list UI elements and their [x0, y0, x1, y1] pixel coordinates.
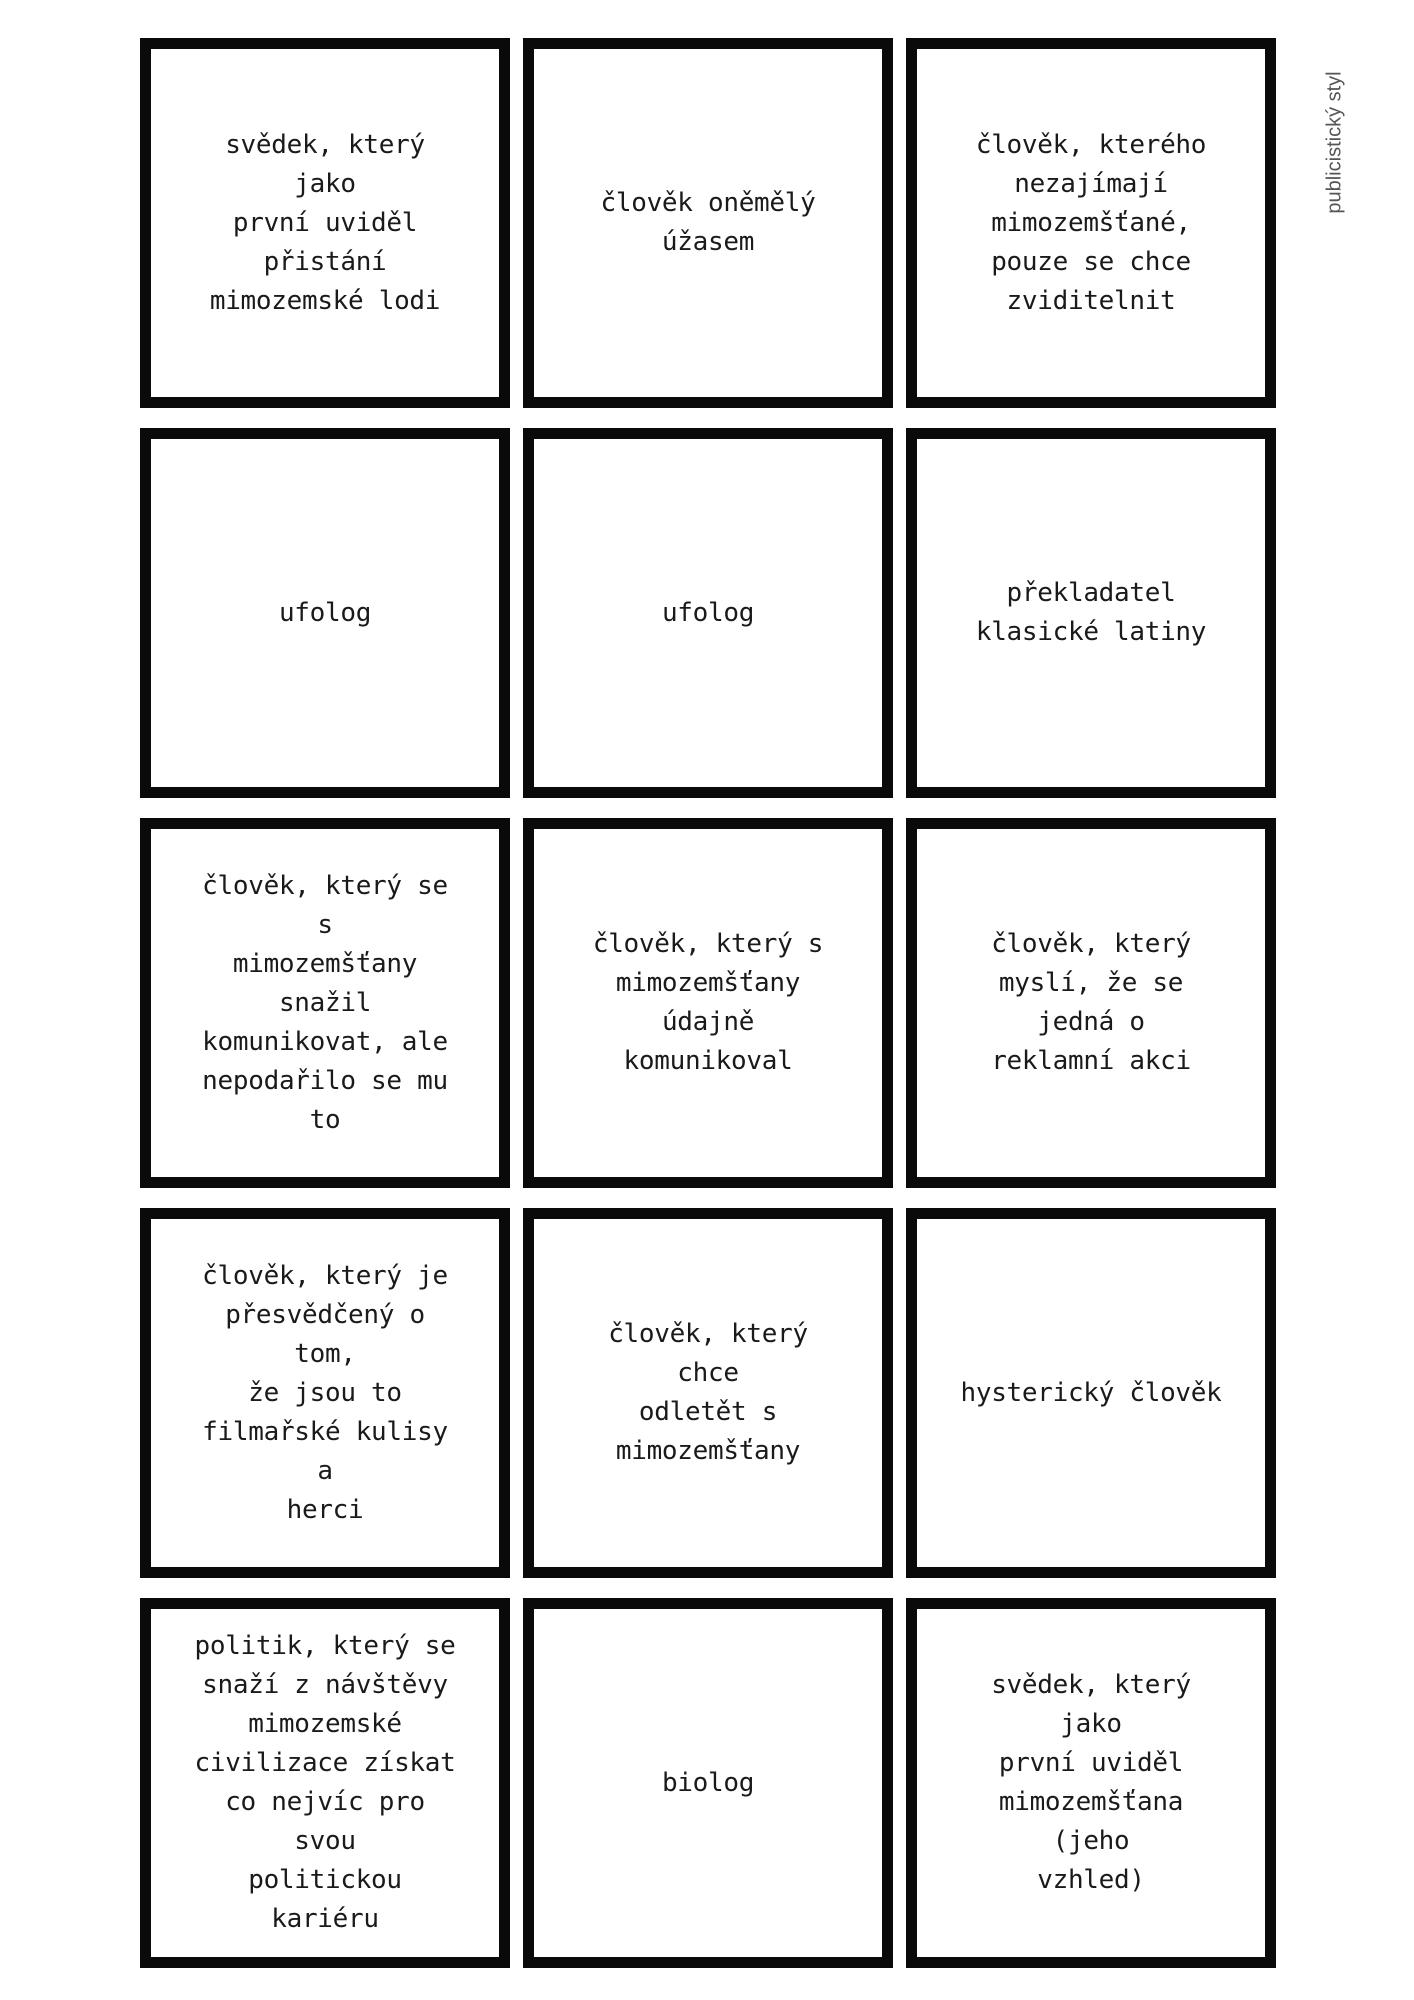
card-10 — [140, 1208, 510, 1578]
card-13 — [140, 1598, 510, 1968]
card-text: svědek, který jako první uviděl přistání mimozemské lodi — [209, 129, 441, 316]
card-2 — [523, 38, 893, 408]
card-12 — [906, 1208, 1276, 1578]
card-grid — [140, 38, 1276, 1968]
card-text: člověk oněmělý úžasem — [600, 188, 816, 257]
card-text: politik, který se snaží z návštěvy mimozemské civilizace získat co nejvíc pro svou politickou kariéru — [194, 1631, 456, 1934]
card-text: člověk, který myslí, že se jedná o reklamní akci — [991, 929, 1191, 1076]
card-text: člověk, který chce odletět s mimozemšťany — [608, 1319, 808, 1466]
side-label — [1320, 52, 1350, 232]
card-text: člověk, který je přesvědčený o tom, že jsou to filmařské kulisy a herci — [202, 1260, 448, 1525]
card-text: svědek, který jako první uviděl mimozemšťana (jeho vzhled) — [991, 1670, 1191, 1895]
card-8 — [523, 818, 893, 1188]
card-14 — [523, 1598, 893, 1968]
card-7 — [140, 818, 510, 1188]
card-9 — [906, 818, 1276, 1188]
card-11 — [523, 1208, 893, 1578]
card-text: člověk, který se s mimozemšťany snažil komunikovat, ale nepodařilo se mu to — [202, 870, 448, 1135]
side-label-text: publicistický styl — [1323, 70, 1346, 214]
card-6 — [906, 428, 1276, 798]
card-5 — [523, 428, 893, 798]
card-text: ufolog — [661, 597, 755, 628]
card-text: ufolog — [278, 597, 372, 628]
card-text: hysterický člověk — [960, 1377, 1222, 1408]
card-1 — [140, 38, 510, 408]
card-text: překladatel klasické latiny — [975, 578, 1207, 647]
card-15 — [906, 1598, 1276, 1968]
card-text: člověk, který s mimozemšťany údajně komunikoval — [592, 929, 824, 1076]
card-4 — [140, 428, 510, 798]
card-text: biolog — [661, 1767, 755, 1798]
card-text: člověk, kterého nezajímají mimozemšťané, pouze se chce zviditelnit — [975, 129, 1207, 316]
card-3 — [906, 38, 1276, 408]
